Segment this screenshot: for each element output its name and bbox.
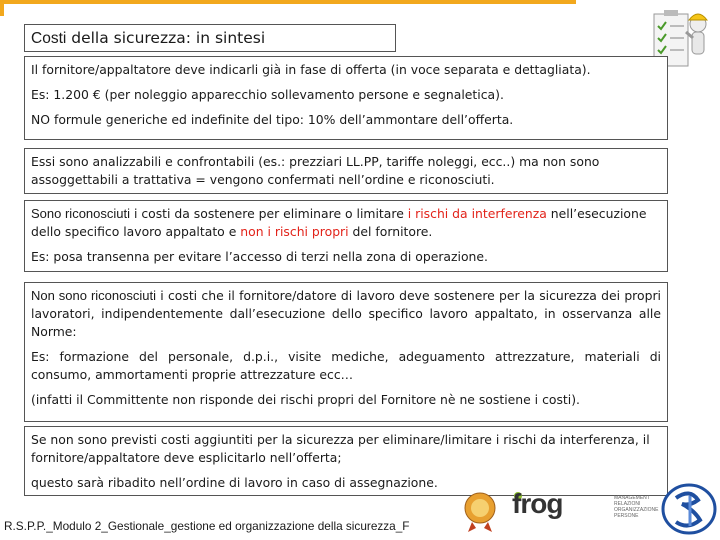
recognized-example-text: Es: posa transenna per evitare l’accesso di terzi nella zona di operazione. xyxy=(31,249,488,264)
title-keyword: Costi xyxy=(31,30,67,47)
interference-risks-highlight: i rischi da interferenza xyxy=(407,206,547,221)
footer-course-label: R.S.P.P._Modulo 2_Gestionale_gestione ed organizzazione della sicurezza_F xyxy=(4,519,410,533)
not-recognized-costs-box xyxy=(24,282,668,422)
offer-no-generic-text: NO formule generiche ed indefinite del tipo: 10% dell’ammontare dell’offerta. xyxy=(31,112,514,127)
recognized-term: Sono riconosciuti xyxy=(31,206,130,221)
frog-logo-subtitle: MANAGEMENT RELAZIONI ORGANIZZAZIONE PERSONE xyxy=(614,495,659,519)
not-recognized-example-text: Es: formazione del personale, d.p.i., visite mediche, adeguamento attrezzature, materiali di consumo, ammortamenti proprie attrezzature ecc… xyxy=(31,349,661,382)
own-risks-highlight: non i rischi propri xyxy=(240,224,349,239)
committente-note-text: (infatti il Committente non risponde dei rischi propri del Fornitore nè ne sostiene i costi). xyxy=(31,392,580,407)
top-accent-bar xyxy=(0,0,576,4)
not-recognized-text: i costi che il fornitore/datore di lavoro deve sostenere per la sicurezza dei propri lavoratori, indipendentemente dall’esecuzione dello specifico lavoro appaltato, in osservanza alle Norme: xyxy=(31,288,661,339)
no-extra-costs-box xyxy=(24,426,668,496)
left-accent-bar xyxy=(0,4,4,16)
not-recognized-term: Non sono riconosciuti xyxy=(31,288,156,303)
recognized-costs-box xyxy=(24,200,668,272)
sb-logo xyxy=(660,482,718,536)
page-title xyxy=(24,24,396,52)
frog-logo: frog xyxy=(512,488,563,519)
offer-indication-box xyxy=(24,56,668,140)
order-confirmation-text: questo sarà ribadito nell’ordine di lavoro in caso di assegnazione. xyxy=(31,475,438,490)
recognized-text-1: i costi da sostenere per eliminare o limitare xyxy=(130,206,408,221)
no-extra-costs-text: Se non sono previsti costi aggiuntiti per la sicurezza per eliminare/limitare i rischi da interferenza, il fornitore/appaltatore deve esplicitarlo nell’offerta; xyxy=(31,432,650,465)
offer-example-text: Es: 1.200 € (per noleggio apparecchio sollevamento persone e segnaletica). xyxy=(31,87,504,102)
title-rest: della sicurezza: in sintesi xyxy=(66,29,266,47)
recognized-text-3: del fornitore. xyxy=(348,224,433,239)
sticker-icon xyxy=(460,482,500,532)
analyzable-costs-box xyxy=(24,148,668,194)
offer-rule-text: Il fornitore/appaltatore deve indicarli già in fase di offerta (in voce separata e dettagliata). xyxy=(31,62,591,77)
analyzable-costs-text: Essi sono analizzabili e confrontabili (es.: prezziari LL.PP, tariffe noleggi, ecc..) ma non sono assoggettabili a trattativa = vengono confermati nell’ordine e riconosciuti. xyxy=(31,154,600,187)
recognized-text-2: nell’esecuzione dello specifico lavoro appaltato e xyxy=(31,206,647,239)
